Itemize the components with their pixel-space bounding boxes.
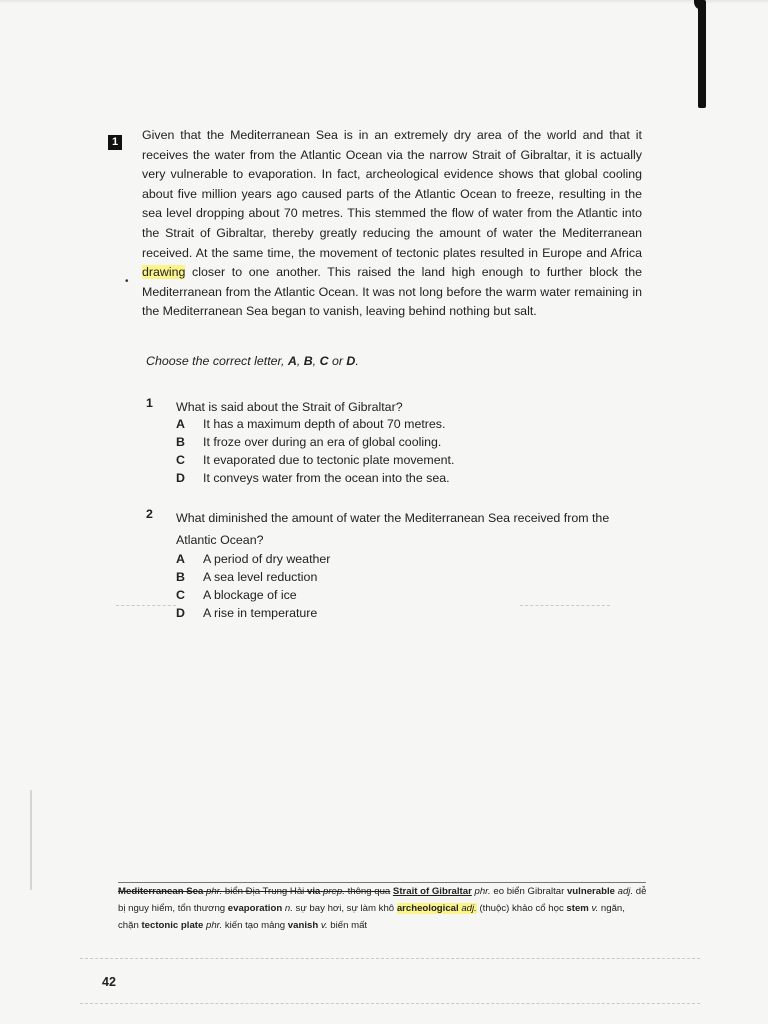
margin-bullet: • (125, 276, 129, 287)
glossary-term: Mediterranean Sea (118, 886, 204, 897)
answer-options (176, 415, 454, 487)
instruction-sep: , (296, 354, 304, 368)
glossary-pos: prep. (323, 886, 345, 897)
glossary-term: evaporation (227, 903, 283, 914)
instruction-sep: , (312, 354, 320, 368)
instruction-letter-d: D (346, 354, 356, 368)
glossary-definition: (thuộc) khảo cổ học (479, 903, 564, 914)
instruction-suffix: . (355, 354, 359, 368)
glossary-term: tectonic plate (141, 920, 204, 931)
option-letter: D (176, 471, 185, 485)
option-letter: B (176, 570, 185, 584)
glossary-term: Strait of Gibraltar (392, 886, 472, 897)
option-letter: D (176, 606, 185, 620)
scan-dash-line (520, 605, 610, 606)
option-text: It froze over during an era of global cooling. (203, 435, 442, 449)
question-instruction (146, 354, 359, 368)
answer-option-d[interactable] (176, 469, 454, 487)
option-text: A sea level reduction (203, 570, 318, 584)
instruction-letter-c: C (319, 354, 329, 368)
glossary-pos: adj. (461, 903, 477, 914)
option-text: A period of dry weather (203, 552, 331, 566)
glossary-definition: ngăn, chặn (118, 903, 625, 931)
glossary-pos: adj. (617, 886, 634, 897)
glossary-term: via (307, 886, 321, 897)
glossary-entry-mediterranean (118, 886, 390, 897)
answer-option-c[interactable] (176, 586, 330, 604)
question-text: What diminished the amount of water the Mediterranean Sea received from the Atlantic Ocean? (176, 511, 610, 547)
option-letter: A (176, 417, 185, 431)
scan-dash-line (80, 958, 700, 959)
glossary-term: vanish (287, 920, 319, 931)
option-text: It has a maximum depth of about 70 metres. (203, 417, 446, 431)
question-number: 1 (146, 396, 153, 410)
glossary-pos: v. (320, 920, 328, 931)
glossary-definition: kiến tạo mảng (224, 920, 286, 931)
option-letter: A (176, 552, 185, 566)
answer-option-b[interactable] (176, 568, 330, 586)
instruction-prefix: Choose the correct letter, (146, 354, 288, 368)
answer-option-a[interactable] (176, 550, 330, 568)
passage-number-badge: 1 (108, 135, 122, 150)
option-text: A rise in temperature (203, 606, 318, 620)
glossary-pos: n. (284, 903, 293, 914)
page-number: 42 (102, 975, 116, 989)
glossary-definition: eo biển Gibraltar (493, 886, 565, 897)
binder-clip-mark (698, 0, 706, 108)
glossary-definition: sự bay hơi, sự làm khô (295, 903, 395, 914)
glossary-pos: phr. (206, 920, 223, 931)
glossary-pos: v. (591, 903, 599, 914)
glossary-highlight (397, 903, 477, 914)
option-letter: C (176, 453, 185, 467)
answer-option-b[interactable] (176, 433, 454, 451)
answer-option-c[interactable] (176, 451, 454, 469)
vocabulary-glossary (118, 883, 648, 934)
question-number: 2 (146, 507, 153, 521)
question-text: What is said about the Strait of Gibraltar? (176, 400, 403, 414)
instruction-letter-a: A (287, 354, 297, 368)
answer-options (176, 550, 330, 622)
glossary-pos: phr. (474, 886, 491, 897)
scan-dash-line (116, 605, 176, 606)
option-letter: B (176, 435, 185, 449)
passage-text-end: closer to one another. This raised the land high enough to further block the Mediterranean from the Atlantic Ocean. It was not long before the warm water remaining in the Mediterranean Sea began to vanish, leaving behind nothing but salt. (142, 265, 642, 319)
instruction-sep: or (328, 354, 347, 368)
answer-option-d[interactable] (176, 604, 330, 622)
passage-text-start: Given that the Mediterranean Sea is in an extremely dry area of the world and that it receives the water from the Atlantic Ocean via the narrow Strait of Gibraltar, it is actually very vulnerable to evaporation. In fact, archeological evidence shows that global cooling about five million years ago caused parts of the Atlantic Ocean to freeze, resulting in the sea level dropping about 70 metres. This stemmed the flow of water from the Atlantic into the Strait of Gibraltar, thereby greatly reducing the amount of water the Mediterranean received. At the same time, the movement of tectonic plates resulted in Europe and Africa (142, 128, 642, 260)
scan-top-edge (0, 0, 768, 4)
glossary-pos: phr. (206, 886, 223, 897)
answer-option-a[interactable] (176, 415, 454, 433)
glossary-definition: dễ bị nguy hiểm, tổn thương (118, 886, 647, 914)
glossary-term: vulnerable (566, 886, 615, 897)
option-text: It evaporated due to tectonic plate movement. (203, 453, 455, 467)
reading-passage (142, 126, 642, 322)
glossary-definition: biến mất (330, 920, 368, 931)
highlighted-word: drawing (142, 265, 186, 280)
scan-dash-line (80, 1003, 700, 1004)
glossary-term: archeological (396, 903, 459, 914)
glossary-definition: thông qua (347, 886, 391, 897)
glossary-term: stem (566, 903, 589, 914)
option-text: A blockage of ice (203, 588, 297, 602)
instruction-letter-b: B (303, 354, 313, 368)
scan-left-edge (30, 790, 32, 890)
option-letter: C (176, 588, 185, 602)
option-text: It conveys water from the ocean into the sea. (203, 471, 450, 485)
glossary-definition: biển Địa Trung Hải (224, 886, 305, 897)
